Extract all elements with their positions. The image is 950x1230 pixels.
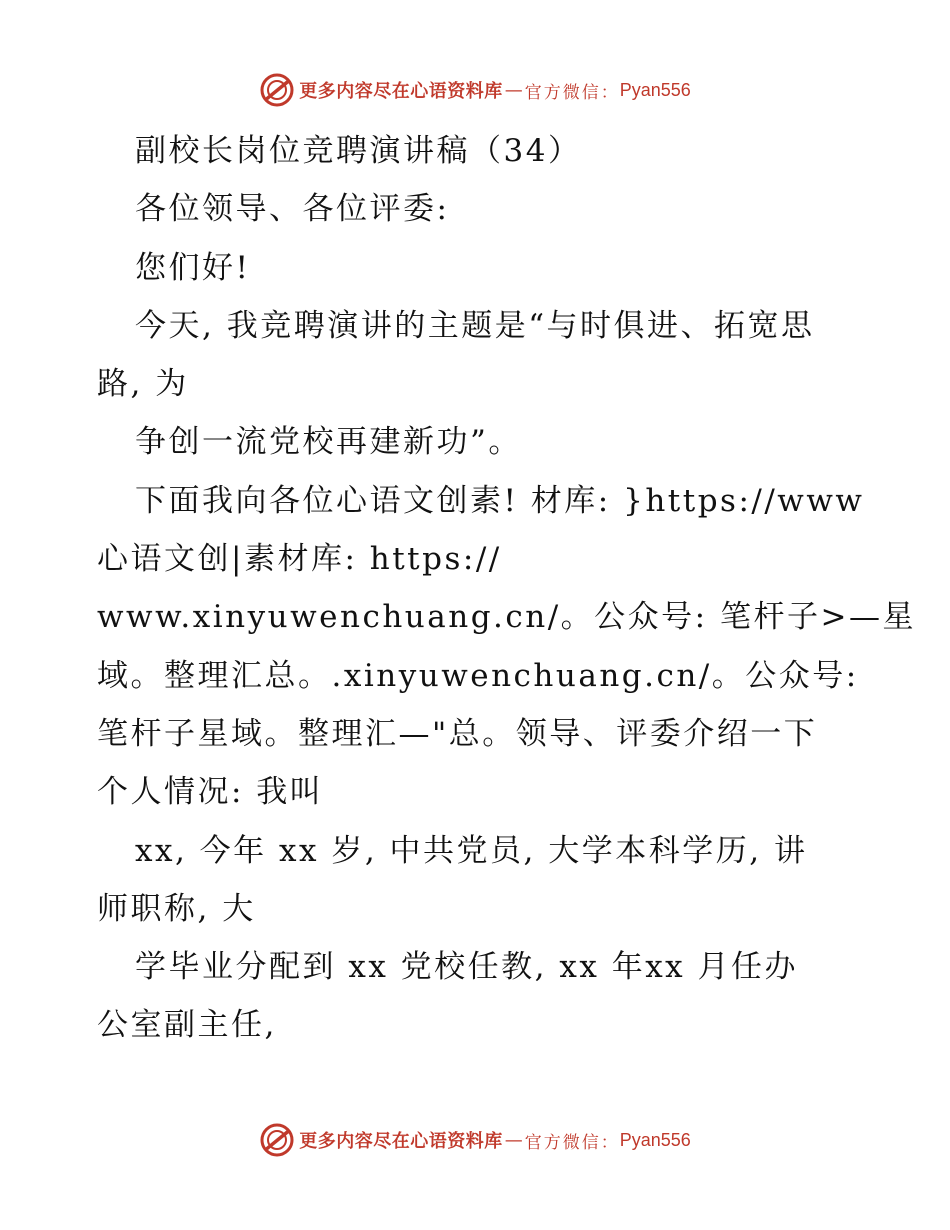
paragraph-line: 路, 为 bbox=[97, 366, 189, 403]
banner-dash: — bbox=[504, 1129, 523, 1151]
brand-logo-icon bbox=[259, 72, 295, 108]
document-body bbox=[97, 122, 916, 1055]
banner-title: 更多内容尽在心语资料库 bbox=[299, 1131, 503, 1152]
paragraph-line: 个人情况: 我叫 bbox=[97, 774, 324, 811]
header-banner bbox=[0, 70, 950, 110]
paragraph-line: 师职称, 大 bbox=[97, 890, 256, 927]
paragraph-line: 公室副主任, bbox=[97, 1007, 277, 1044]
paragraph-line: xx, 今年 xx 岁, 中共党员, 大学本科学历, 讲 bbox=[135, 832, 808, 869]
salutation: 各位领导、各位评委: bbox=[135, 191, 450, 228]
footer-banner bbox=[0, 1120, 950, 1160]
paragraph-line: 心语文创|素材库: https:// bbox=[97, 541, 502, 578]
paragraph-line: 笔杆子星域。整理汇—"总。领导、评委介绍一下 bbox=[97, 715, 818, 752]
paragraph-line: 域。整理汇总。.xinyuwenchuang.cn/。公众号: bbox=[97, 657, 859, 694]
paragraph-line: 今天, 我竞聘演讲的主题是“与时俱进、拓宽思 bbox=[135, 307, 815, 344]
banner-title: 更多内容尽在心语资料库 bbox=[299, 81, 503, 102]
paragraph-line: 下面我向各位心语文创素! 材库: }https://www bbox=[135, 482, 865, 519]
brand-logo-icon bbox=[259, 1122, 295, 1158]
wechat-id: Pyan556 bbox=[619, 1129, 691, 1150]
paragraph-line: www.xinyuwenchuang.cn/。公众号: 笔杆子>—星 bbox=[97, 599, 916, 636]
paragraph-line: 学毕业分配到 xx 党校任教, xx 年xx 月任办 bbox=[135, 949, 799, 986]
greeting: 您们好! bbox=[135, 249, 251, 286]
wechat-id: Pyan556 bbox=[619, 79, 691, 100]
wechat-label: 官方微信： bbox=[524, 82, 620, 103]
paragraph-line: 争创一流党校再建新功”。 bbox=[135, 424, 522, 461]
banner-dash: — bbox=[504, 79, 523, 101]
wechat-label: 官方微信： bbox=[524, 1132, 620, 1153]
document-title: 副校长岗位竞聘演讲稿（34） bbox=[135, 133, 582, 169]
